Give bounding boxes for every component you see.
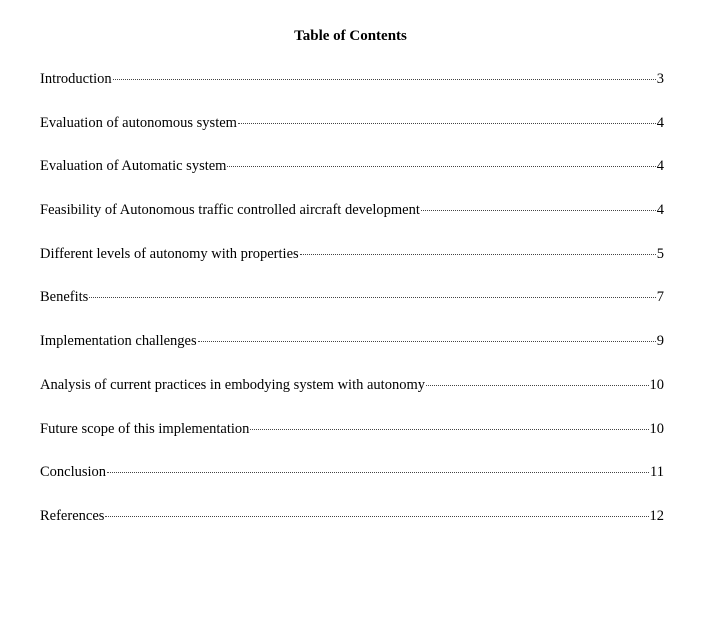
toc-page-number: 4 xyxy=(656,158,664,175)
toc-page-number: 11 xyxy=(650,464,664,481)
dot-leader xyxy=(250,429,648,430)
toc-page-number: 3 xyxy=(656,71,664,87)
dot-leader xyxy=(198,341,656,342)
dot-leader xyxy=(238,123,656,124)
toc-entry-benefits[interactable] xyxy=(40,287,664,331)
dot-leader xyxy=(89,297,655,298)
dot-leader xyxy=(426,385,649,386)
toc-page-number: 10 xyxy=(649,420,664,437)
toc-entry-label: Implementation challenges xyxy=(40,333,197,350)
toc-page-number: 5 xyxy=(656,245,664,262)
toc-entry-introduction[interactable] xyxy=(40,69,664,113)
toc-entry-references[interactable] xyxy=(40,506,664,550)
toc-entry-conclusion[interactable] xyxy=(40,462,664,506)
toc-entry-analysis-current-practices[interactable] xyxy=(40,375,664,419)
toc-entry-label: Introduction xyxy=(40,71,112,87)
toc-entry-label: Evaluation of Automatic system xyxy=(40,158,227,175)
toc-entry-label: References xyxy=(40,507,105,524)
toc-entry-label: Different levels of autonomy with properties xyxy=(40,245,299,262)
dot-leader xyxy=(227,166,655,167)
toc-entry-evaluation-autonomous[interactable] xyxy=(40,113,664,157)
dot-leader xyxy=(300,254,656,255)
toc-entry-label: Feasibility of Autonomous traffic controlled aircraft development xyxy=(40,202,420,219)
toc-list xyxy=(40,69,664,550)
toc-entry-label: Benefits xyxy=(40,289,89,306)
dot-leader xyxy=(421,210,656,211)
toc-page-number: 9 xyxy=(656,333,664,350)
toc-page-number: 7 xyxy=(656,289,664,306)
dot-leader xyxy=(105,516,648,517)
toc-entry-label: Future scope of this implementation xyxy=(40,420,250,437)
toc-page-number: 4 xyxy=(656,114,664,131)
toc-entry-levels-of-autonomy[interactable] xyxy=(40,244,664,288)
toc-entry-future-scope[interactable] xyxy=(40,419,664,463)
toc-page-number: 4 xyxy=(656,202,664,219)
dot-leader xyxy=(113,79,656,80)
toc-entry-implementation-challenges[interactable] xyxy=(40,331,664,375)
dot-leader xyxy=(107,472,649,473)
toc-entry-label: Analysis of current practices in embodying system with autonomy xyxy=(40,376,425,393)
toc-entry-feasibility[interactable] xyxy=(40,200,664,244)
toc-entry-evaluation-automatic[interactable] xyxy=(40,156,664,200)
toc-page-number: 12 xyxy=(649,507,664,524)
toc-entry-label: Conclusion xyxy=(40,464,107,481)
toc-entry-label: Evaluation of autonomous system xyxy=(40,114,237,131)
toc-page-number: 10 xyxy=(649,376,664,393)
toc-title: Table of Contents xyxy=(294,28,407,44)
